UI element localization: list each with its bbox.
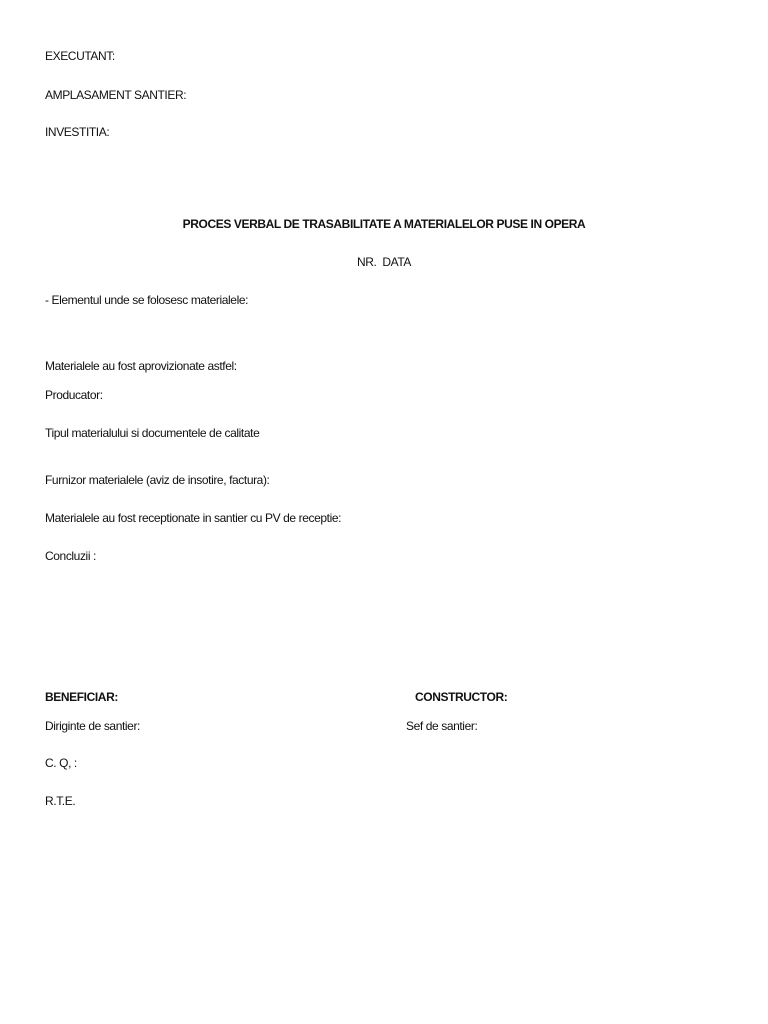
investitia-label: INVESTITIA: bbox=[45, 125, 110, 139]
aprovizionate-line: Materialele au fost aprovizionate astfel: bbox=[45, 359, 237, 373]
concluzii-line: Concluzii : bbox=[45, 549, 96, 563]
sef-santier-line: Sef de santier: bbox=[406, 719, 478, 733]
receptionate-line: Materialele au fost receptionate in santier cu PV de receptie: bbox=[45, 511, 342, 525]
number-date-line: NR. DATA bbox=[357, 255, 411, 269]
tipul-material-line: Tipul materialului si documentele de calitate bbox=[45, 426, 260, 440]
cq-line: C. Q, : bbox=[45, 756, 77, 770]
constructor-heading: CONSTRUCTOR: bbox=[415, 690, 508, 704]
document-title: PROCES VERBAL DE TRASABILITATE A MATERIALELOR PUSE IN OPERA bbox=[182, 217, 586, 231]
beneficiar-heading: BENEFICIAR: bbox=[45, 690, 118, 704]
diriginte-santier-line: Diriginte de santier: bbox=[45, 719, 140, 733]
element-line: - Elementul unde se folosesc materialele: bbox=[45, 293, 249, 307]
producator-line: Producator: bbox=[45, 388, 103, 402]
rte-line: R.T.E. bbox=[45, 794, 76, 808]
executant-label: EXECUTANT: bbox=[45, 49, 115, 63]
furnizor-line: Furnizor materialele (aviz de insotire, factura): bbox=[45, 473, 270, 487]
amplasament-santier-label: AMPLASAMENT SANTIER: bbox=[45, 88, 187, 102]
